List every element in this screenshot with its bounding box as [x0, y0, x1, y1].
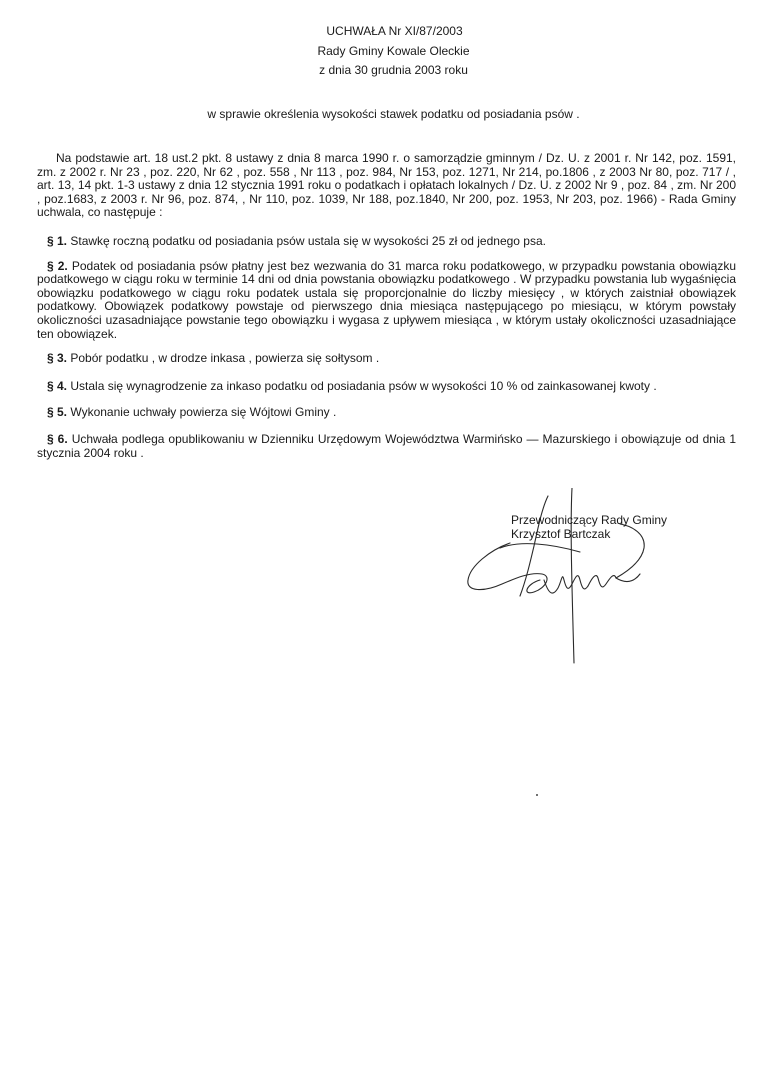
paragraph-text: Pobór podatku , w drodze inkasa , powierza się sołtysom . — [70, 351, 380, 366]
resolution-body — [37, 152, 736, 460]
scan-speck — [536, 794, 538, 796]
paragraph-1 — [37, 235, 736, 249]
resolution-date: z dnia 30 grudnia 2003 roku — [319, 63, 468, 77]
resolution-subject: w sprawie określenia wysokości stawek podatku od posiadania psów . — [207, 107, 580, 121]
paragraph-text: Ustala się wynagrodzenie za inkaso podatku od posiadania psów w wysokości 10 % od zainkasowanej kwoty . — [70, 378, 657, 393]
paragraph-4 — [37, 380, 736, 394]
preamble — [37, 152, 736, 220]
signatory-name: Krzysztof Bartczak — [511, 527, 611, 541]
paragraph-text: Stawkę roczną podatku od posiadania psów ustala się w wysokości 25 zł od jednego psa. — [70, 233, 546, 248]
paragraph-symbol: § 6. — [47, 431, 68, 446]
paragraph-text: Wykonanie uchwały powierza się Wójtowi Gminy . — [70, 405, 337, 420]
paragraph-symbol: § 3. — [47, 351, 68, 366]
paragraph-6 — [37, 433, 736, 460]
paragraph-symbol: § 1. — [47, 233, 68, 248]
paragraph-5 — [37, 406, 736, 420]
paragraph-text: Podatek od posiadania psów płatny jest bez wezwania do 31 marca roku podatkowego, w przypadku powstania obowiązku podatkowego w ciągu roku w terminie 14 dni od dnia powstania obowiązku podatkowego . W przypadku powstania lub wygaśnięcia obowiązku podatkowego w ciągu roku podatek ustala się proporcjonalnie do liczby miesięcy , w których zaistniał obowiązek podatkowy. Obowiązek podatkowy powstaje od pierwszego dnia miesiąca następującego po miesiącu, w którym powstały okoliczności uzasadniające powstanie tego obowiązku i wygasa z upływem miesiąca , w którym ustały okoliczności uzasadniające ten obowiązek. — [37, 258, 737, 341]
paragraph-3 — [37, 352, 736, 366]
resolution-number: UCHWAŁA Nr XI/87/2003 — [326, 24, 463, 38]
resolution-header — [0, 22, 783, 81]
paragraph-symbol: § 5. — [47, 405, 68, 420]
paragraph-symbol: § 4. — [47, 378, 68, 393]
preamble-text: Na podstawie art. 18 ust.2 pkt. 8 ustawy z dnia 8 marca 1990 r. o samorządzie gminnym / Dz. U. z 2001 r. Nr 142, poz. 1591, zm. z 2002 r. Nr 23 , poz. 220, Nr 62 , poz. 558 , Nr 113 , poz. 984, Nr 153, poz. 1271, Nr 214, po.1806 , z 2003 Nr 80, poz. 717 / , art. 13, 14 pkt. 1-3 ustawy z dnia 12 stycznia 1991 roku o podatkach i opłatach lokalnych / Dz. U. z 2002 Nr 9 , poz. 84 , zm. Nr 200 , poz.1683, z 2003 r. Nr 96, poz. 874, , Nr 110, poz. 1039, Nr 188, poz.1840, Nr 200, poz. 1953, Nr 203, poz. 1966) - Rada Gminy uchwala, co następuje : — [37, 151, 736, 220]
signatory-title: Przewodniczący Rady Gminy — [511, 513, 668, 527]
signatory-block — [511, 513, 667, 541]
paragraph-symbol: § 2. — [47, 258, 68, 273]
paragraph-2 — [37, 260, 736, 342]
paragraph-text: Uchwała podlega opublikowaniu w Dzienniku Urzędowym Województwa Warmińsko — Mazurskiego i obowiązuje od dnia 1 stycznia 2004 roku . — [37, 431, 736, 460]
issuing-body: Rady Gminy Kowale Oleckie — [317, 43, 470, 58]
